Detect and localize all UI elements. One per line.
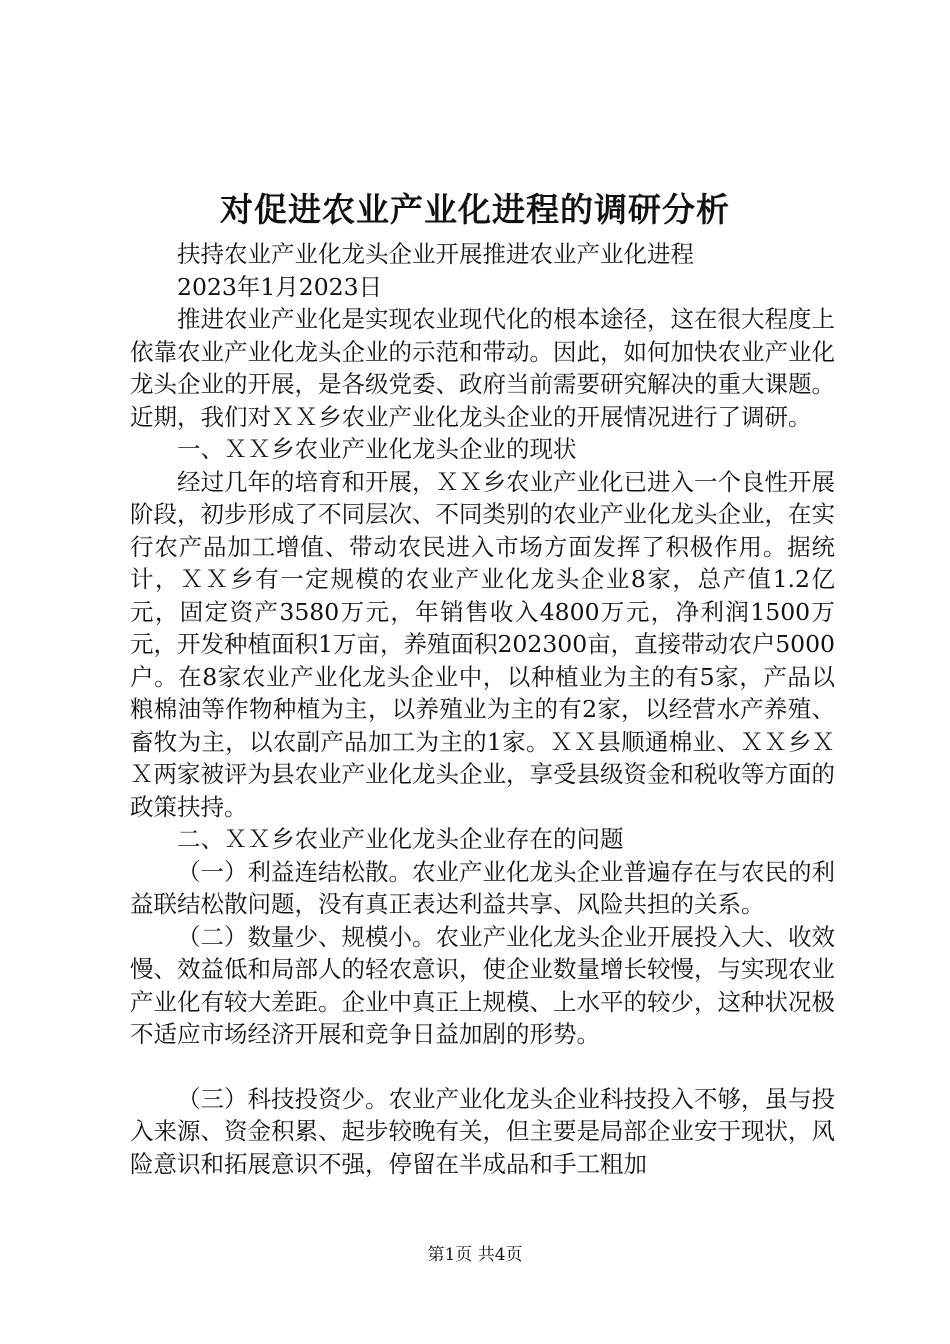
paragraph-intro: 推进农业产业化是实现农业现代化的根本途径，这在很大程度上依靠农业产业化龙头企业的示范和带动。因此，如何加快农业产业化龙头企业的开展，是各级党委、政府当前需要研究解决的重大课题。近期，我们对ＸＸ乡农业产业化龙头企业的开展情况进行了调研。 [130, 305, 835, 431]
date-line: 2023年1月2023日 [177, 272, 383, 301]
paragraph-status: 经过几年的培育和开展，ＸＸ乡农业产业化已进入一个良性开展阶段，初步形成了不同层次、不同类别的农业产业化龙头企业，在实行农产品加工增值、带动农民进入市场方面发挥了积极作用。据统计，ＸＸ乡有一定规模的农业产业化龙头企业8家，总产值1.2亿元，固定资产3580万元，年销售收入4800万元，净利润1500万元，开发种植面积1万亩，养殖面积202300亩，直接带动农户5000户。在8家农业产业化龙头企业中，以种植业为主的有5家，产品以粮棉油等作物种植为主，以养殖业为主的有2家，以经营水产养殖、畜牧为主，以农副产品加工为主的1家。ＸＸ县顺通棉业、ＸＸ乡ＸＸ两家被评为县农业产业化龙头企业，享受县级资金和税收等方面的政策扶持。 [130, 467, 835, 821]
paragraph-problem-3: （三）科技投资少。农业产业化龙头企业科技投入不够，虽与投入来源、资金积累、起步较晚有关，但主要是局部企业安于现状，风险意识和拓展意识不强，停留在半成品和手工粗加 [130, 1084, 835, 1178]
section-heading-2: 二、ＸＸ乡农业产业化龙头企业存在的问题 [177, 825, 624, 853]
section-heading-1: 一、ＸＸ乡农业产业化龙头企业的现状 [177, 435, 577, 463]
page-footer: 第1页 共4页 [427, 1245, 523, 1265]
document-body [130, 238, 835, 1180]
paragraph-problem-1: （一）利益连结松散。农业产业化龙头企业普遍存在与农民的利益联结松散问题，没有真正表达利益共享、风险共担的关系。 [130, 857, 835, 918]
subtitle: 扶持农业产业化龙头企业开展推进农业产业化进程 [177, 240, 694, 268]
document-title: 对促进农业产业化进程的调研分析 [220, 190, 730, 229]
paragraph-problem-2: （二）数量少、规模小。农业产业化龙头企业开展投入大、收效慢、效益低和局部人的轻农意识，使企业数量增长较慢，与实现农业产业化有较大差距。企业中真正上规模、上水平的较少，这种状况极不适应市场经济开展和竞争日益加剧的形势。 [130, 922, 835, 1048]
